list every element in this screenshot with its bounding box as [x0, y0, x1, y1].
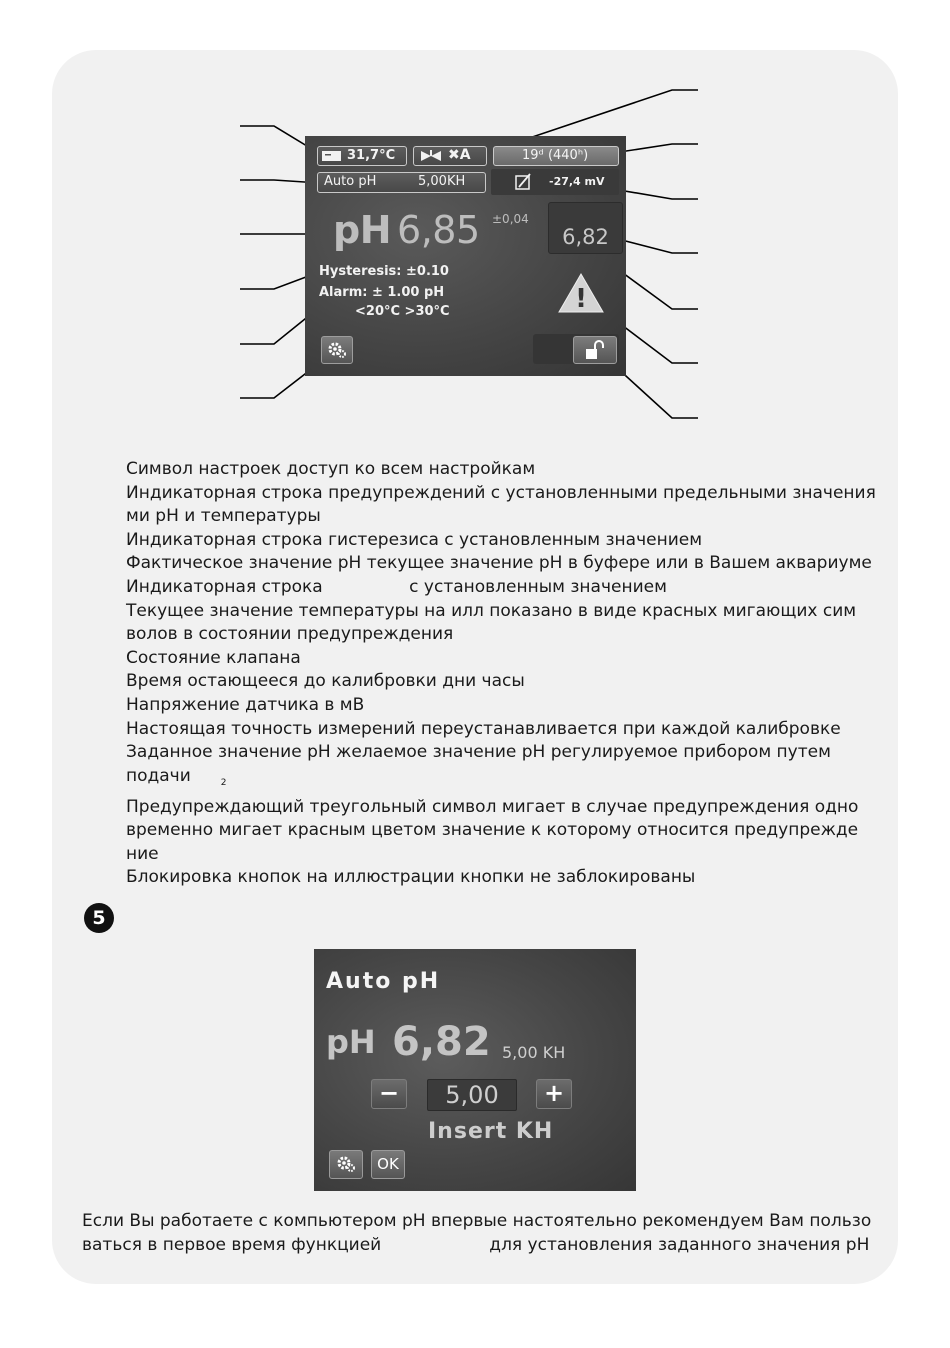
screen-title: Auto pH: [326, 969, 441, 994]
footer-line: ваться в первое время функцией для установления заданного значения pH: [82, 1235, 870, 1255]
legend-list: [126, 458, 886, 890]
accuracy-value: ±0,04: [492, 212, 529, 226]
legend-line: Предупреждающий треугольный символ мигает в случае предупреждения одно: [126, 796, 859, 817]
legend-line: волов в состоянии предупреждения: [126, 624, 454, 645]
temperature-box: [317, 146, 407, 166]
mode-box: [317, 172, 486, 193]
ph-label: pH: [326, 1023, 376, 1061]
valve-icon: [421, 150, 441, 162]
decrease-button[interactable]: −: [371, 1079, 407, 1109]
ph-label: pH: [333, 208, 392, 252]
actual-ph-display: [333, 208, 480, 252]
mode-label: Auto pH: [324, 174, 377, 189]
unlocked-padlock-icon: [584, 340, 606, 360]
kh-value: 5,00 KH: [502, 1043, 566, 1062]
legend-line: [126, 765, 886, 796]
settings-button[interactable]: [329, 1150, 363, 1179]
ok-button[interactable]: OK: [371, 1150, 405, 1179]
ph-controller-screen: [305, 136, 626, 376]
legend-line: Символ настроек доступ ко всем настройкам: [126, 459, 536, 479]
temperature-value: 31,7°C: [347, 148, 396, 163]
legend-line: ми pH и температуры: [126, 506, 321, 527]
legend-line: Текущее значение температуры на илл показано в виде красных мигающих сим: [126, 600, 857, 621]
legend-line: Индикаторная строка с установленным значением: [126, 576, 667, 597]
warning-triangle-icon: [557, 272, 605, 314]
sensor-icon: [515, 173, 535, 191]
kh-value: 5,00KH: [418, 174, 466, 189]
sensor-voltage-box: [491, 169, 619, 195]
settings-button[interactable]: [321, 336, 353, 364]
calibration-remaining: 19ᵈ (440ʰ): [522, 148, 589, 163]
lock-area: [533, 334, 619, 364]
alarm-line: Alarm: ± 1.00 pH: [319, 285, 445, 300]
sensor-voltage: -27,4 mV: [549, 175, 605, 188]
legend-line: Блокировка кнопок на иллюстрации кнопки не заблокированы: [126, 867, 696, 888]
insert-kh-label: Insert KH: [428, 1119, 554, 1144]
valve-symbols: ✖A: [448, 147, 471, 163]
legend-line: ние: [126, 843, 159, 864]
setpoint-value: 6,82: [548, 202, 623, 254]
section-number-badge: 5: [84, 903, 114, 933]
ph-value: 6,82: [392, 1019, 491, 1065]
valve-status-box: [413, 146, 487, 166]
hysteresis-line: Hysteresis: ±0.10: [319, 264, 449, 279]
legend-line: Напряжение датчика в мВ: [126, 694, 365, 715]
legend-line: Время остающееся до калибровки дни часы: [126, 671, 525, 692]
auto-ph-setup-screen: [314, 949, 636, 1191]
legend-line: временно мигает красным цветом значение к которому относится предупрежде: [126, 820, 859, 841]
legend-line: Состояние клапана: [126, 647, 301, 668]
thermometer-icon: [322, 150, 342, 162]
lock-button[interactable]: [573, 336, 617, 364]
legend-line: Индикаторная строка гистерезиса с установленным значением: [126, 529, 703, 550]
legend-line: Заданное значение pH желаемое значение pH регулируемое прибором путем: [126, 742, 831, 763]
gear-icon: [336, 1155, 356, 1173]
legend-line: Настоящая точность измерений переустанавливается при каждой калибровке: [126, 718, 841, 739]
footer-line: Если Вы работаете с компьютером pH впервые настоятельно рекомендуем Вам пользо: [82, 1211, 872, 1231]
gear-icon: [327, 341, 347, 359]
legend-line-text: подачи: [126, 765, 191, 786]
legend-line: Индикаторная строка предупреждений с установленными предельными значения: [126, 482, 876, 503]
co2-subscript: 2: [220, 778, 227, 789]
footer-paragraph: [82, 1209, 872, 1257]
calibration-box: [493, 146, 619, 166]
warning-mark: !: [575, 284, 587, 314]
increase-button[interactable]: +: [536, 1079, 572, 1109]
ph-value: 6,85: [397, 208, 480, 252]
legend-line: Фактическое значение pH текущее значение pH в буфере или в Вашем аквариуме: [126, 553, 872, 574]
alarm-temp-line: <20°C >30°C: [355, 304, 450, 319]
kh-input[interactable]: 5,00: [427, 1079, 517, 1111]
